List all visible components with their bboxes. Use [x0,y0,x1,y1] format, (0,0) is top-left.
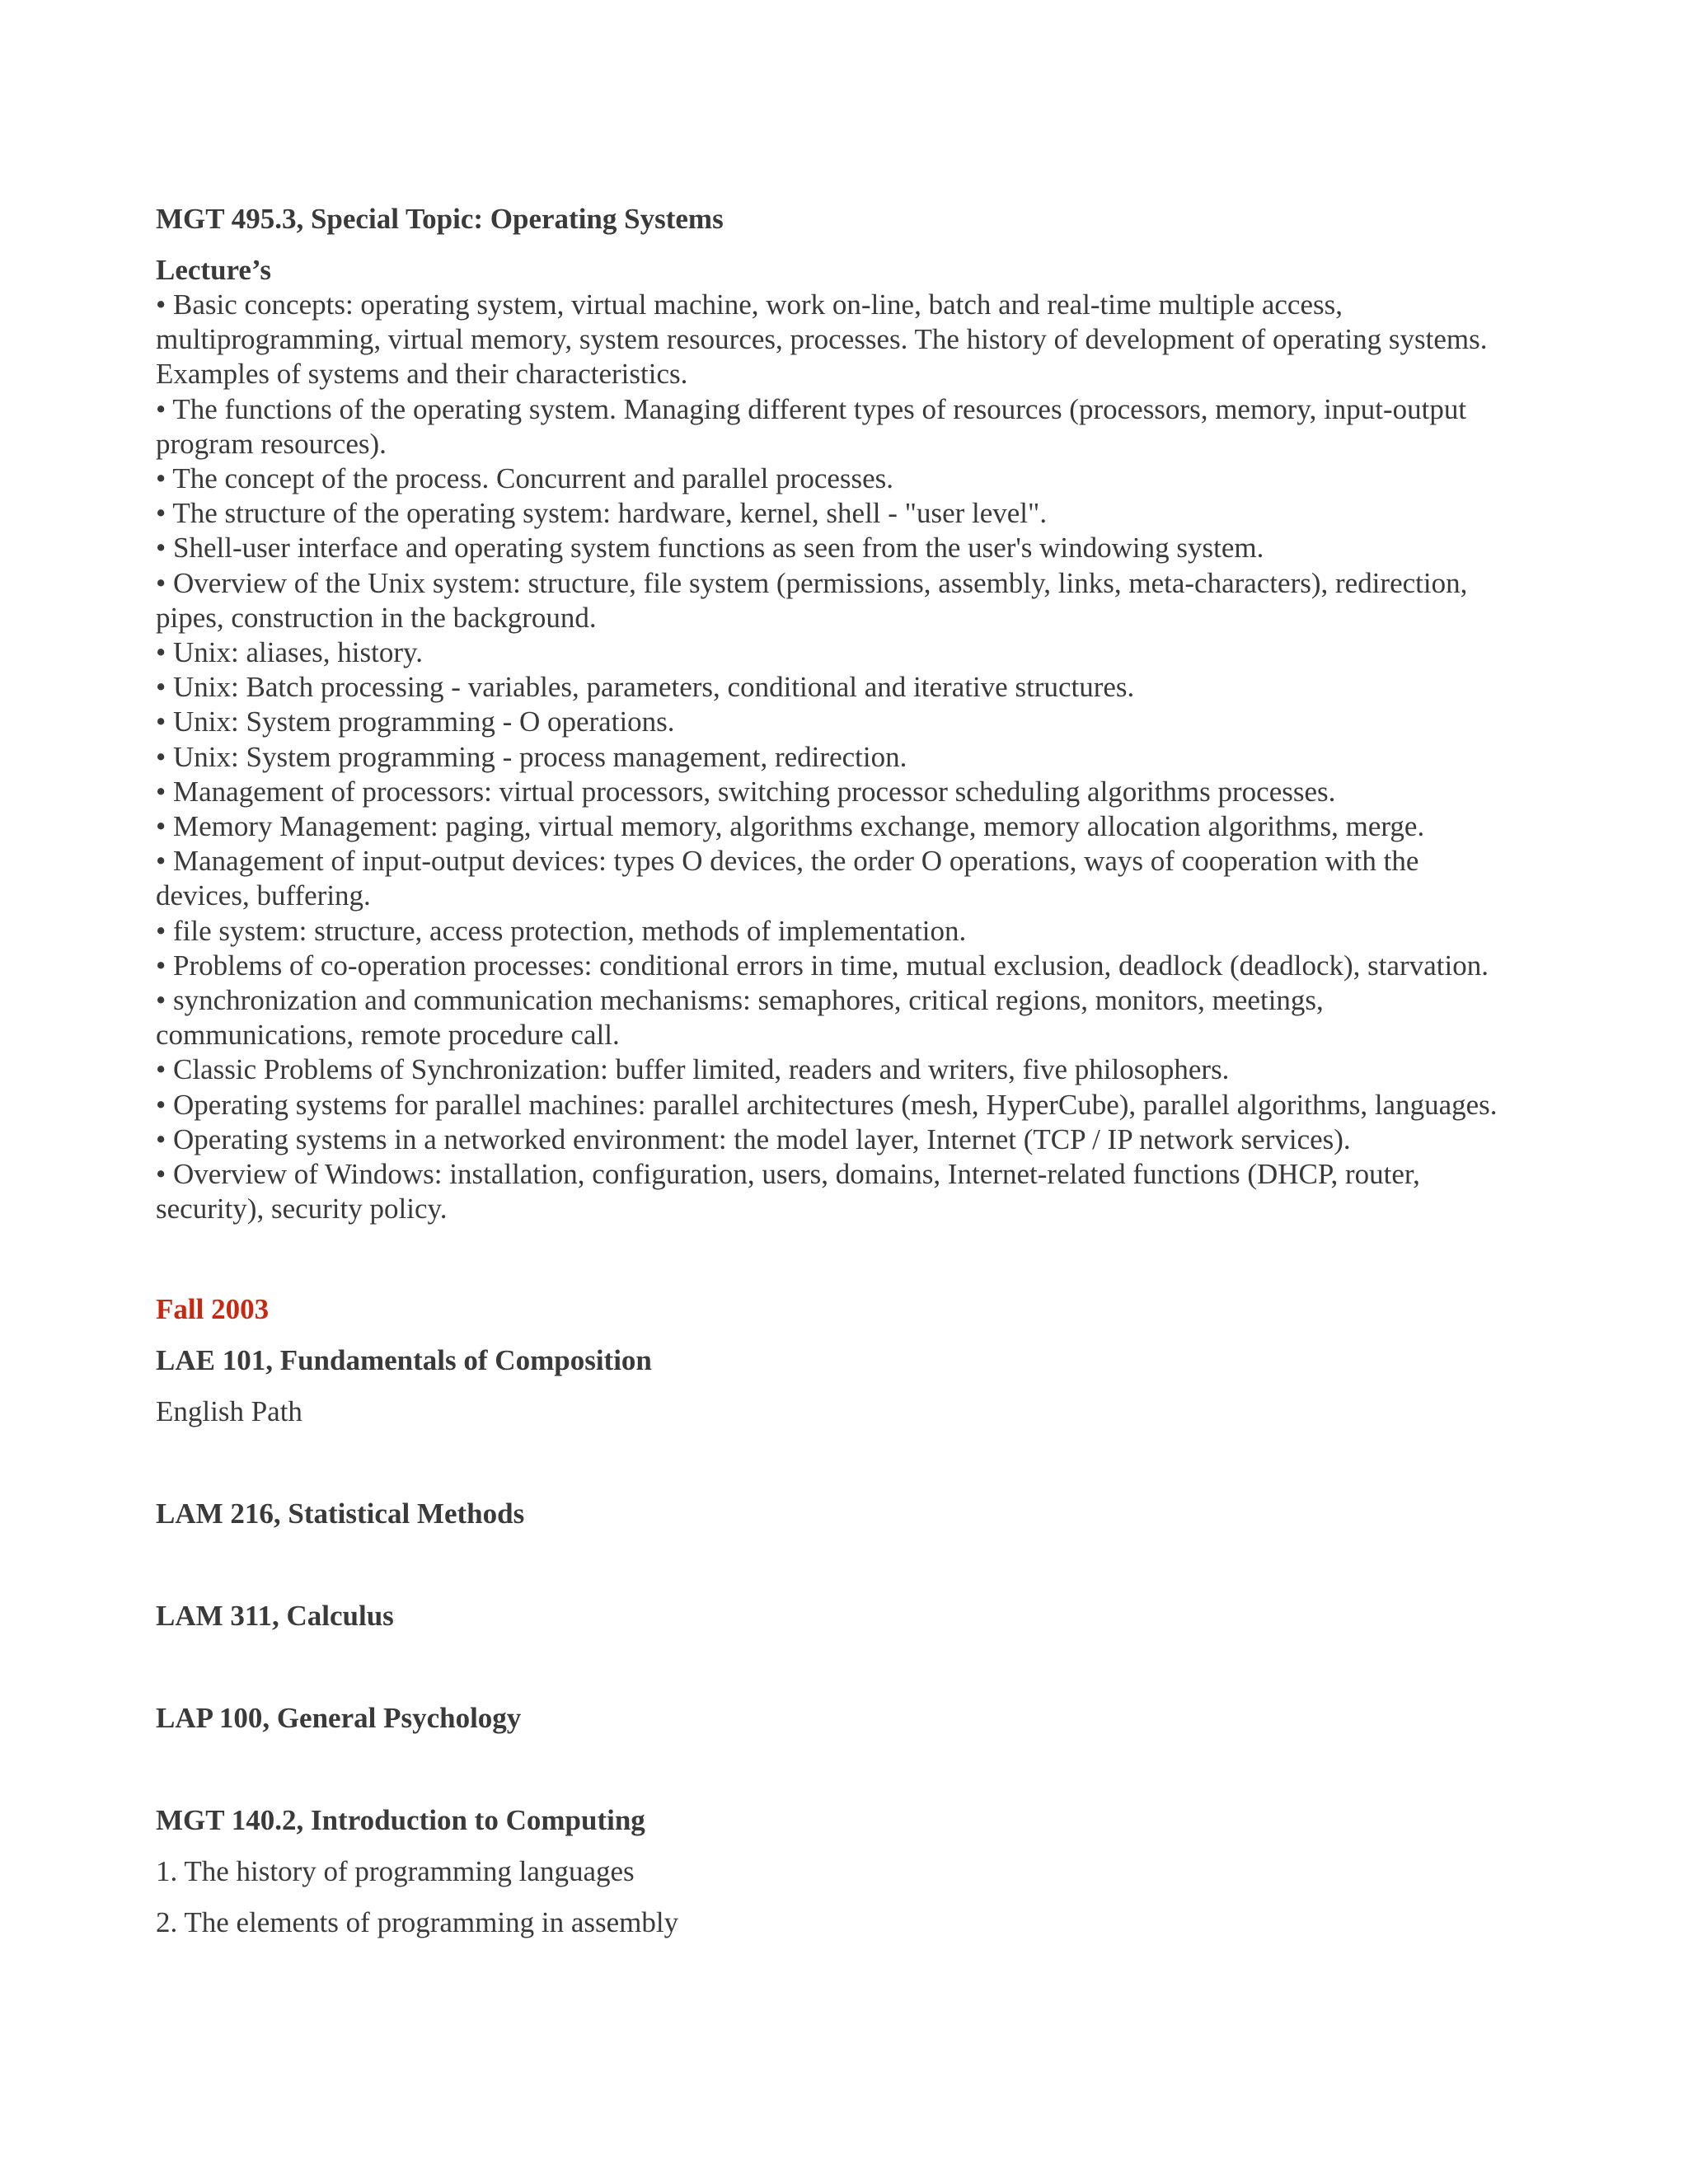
document-page [156,202,1507,1940]
lecture-topic: • file system: structure, access protection, methods of implementation. [156,914,967,947]
course-title-lae101: LAE 101, Fundamentals of Composition [156,1344,652,1377]
lecture-topic: • Operating systems for parallel machines: parallel architectures (mesh, HyperCube), parallel algorithms, languages. [156,1088,1498,1121]
course-title-lam216: LAM 216, Statistical Methods [156,1497,525,1530]
lecture-topic: • The functions of the operating system. Managing different types of resources (processors, memory, input-output program resources). [156,392,1467,460]
semester-heading-fall-2003: Fall 2003 [156,1293,270,1326]
course-title-mgt495: MGT 495.3, Special Topic: Operating Systems [156,203,724,235]
lecture-topic: • Shell-user interface and operating system functions as seen from the user's windowing system. [156,532,1264,565]
lecture-topic-list [156,288,1507,1226]
course-subtitle-english-path: English Path [156,1395,302,1428]
lecture-topic: • Unix: Batch processing - variables, parameters, conditional and iterative structures. [156,671,1135,704]
lecture-topic: • Problems of co-operation processes: conditional errors in time, mutual exclusion, deadlock (deadlock), starvation. [156,949,1489,982]
lecture-topic: • Overview of the Unix system: structure, file system (permissions, assembly, links, meta-characters), redirection, pipes, construction in the background. [156,566,1468,634]
lecture-topic: • Overview of Windows: installation, configuration, users, domains, Internet-related functions (DHCP, router, security), security policy. [156,1158,1420,1226]
lecture-topic: • Unix: System programming - O operations. [156,705,675,738]
course-title-mgt140: MGT 140.2, Introduction to Computing [156,1804,645,1837]
course-title-lap100: LAP 100, General Psychology [156,1702,522,1735]
lecture-topic: • The concept of the process. Concurrent and parallel processes. [156,462,894,495]
lectures-label: Lecture’s [156,254,271,286]
course-item: 1. The history of programming languages [156,1855,635,1888]
lecture-topic: • Management of processors: virtual processors, switching processor scheduling algorithms processes. [156,775,1336,808]
lecture-topic: • Unix: aliases, history. [156,636,423,669]
lecture-topic: • Management of input-output devices: types O devices, the order O operations, ways of cooperation with the devices, buffering. [156,845,1419,912]
course-item: 2. The elements of programming in assembly [156,1906,679,1939]
lecture-topic: • Operating systems in a networked environment: the model layer, Internet (TCP / IP network services). [156,1122,1351,1155]
lecture-topic: • Classic Problems of Synchronization: buffer limited, readers and writers, five philosophers. [156,1053,1230,1086]
course-title-lam311: LAM 311, Calculus [156,1600,394,1633]
lecture-topic: • Memory Management: paging, virtual memory, algorithms exchange, memory allocation algorithms, merge. [156,810,1425,843]
lecture-topic: • Unix: System programming - process management, redirection. [156,740,907,773]
lecture-topic: • The structure of the operating system: hardware, kernel, shell - "user level". [156,497,1048,530]
lecture-topic: • synchronization and communication mechanisms: semaphores, critical regions, monitors, meetings, communications, remote procedure call. [156,984,1324,1052]
lecture-topic: • Basic concepts: operating system, virtual machine, work on-line, batch and real-time multiple access, multiprogramming, virtual memory, system resources, processes. The history of development of operating systems. Examples of systems and their characteristics. [156,288,1488,391]
